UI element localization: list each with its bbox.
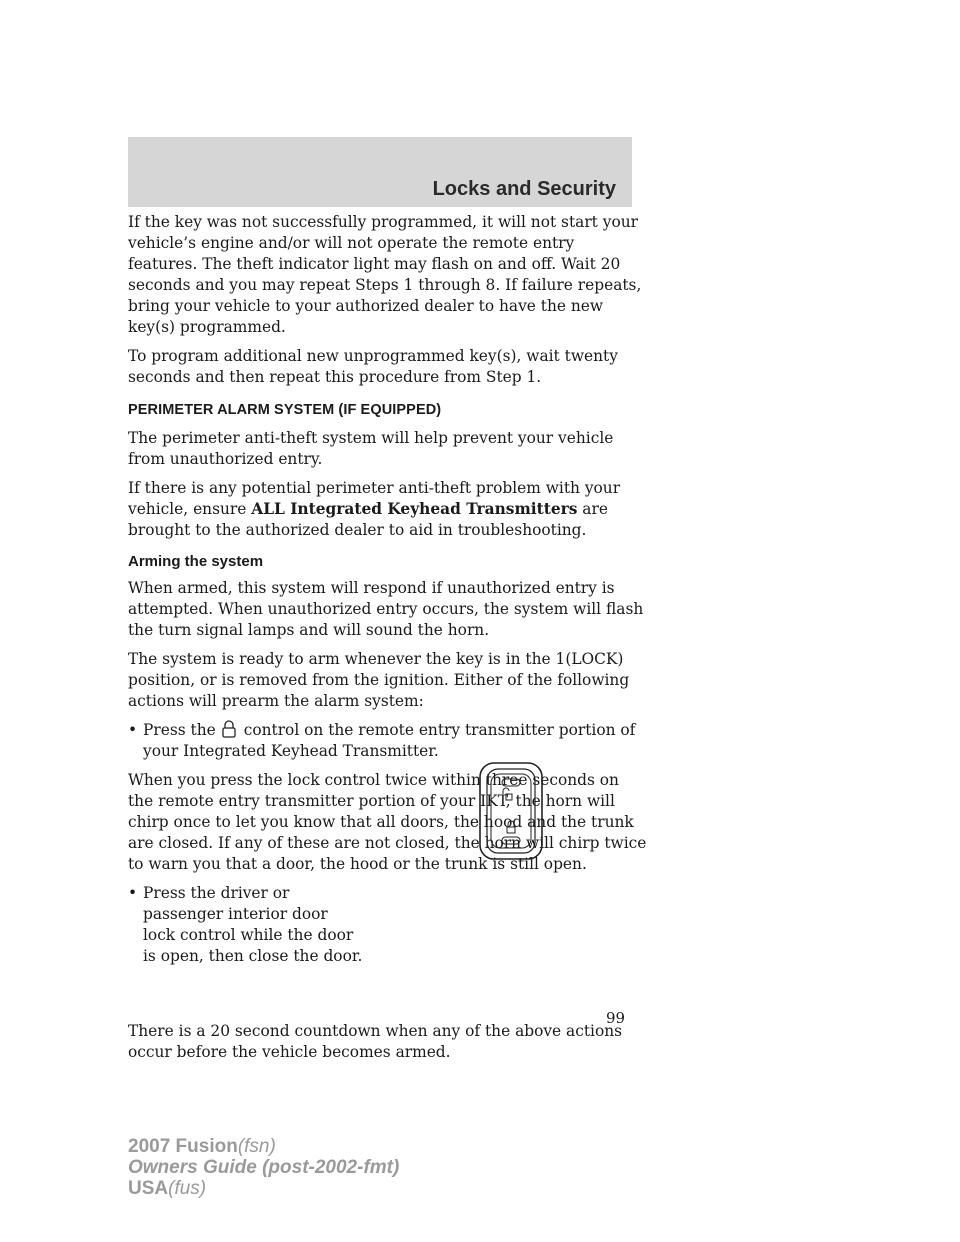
bullet-dot: • bbox=[128, 884, 138, 902]
page-number: 99 bbox=[606, 1009, 626, 1027]
lock-icon bbox=[218, 720, 240, 738]
bold-transmitters: ALL Integrated Keyhead Transmitters bbox=[251, 500, 578, 518]
page-content bbox=[128, 212, 648, 1071]
paragraph-key-not-programmed: If the key was not successfully programmed, it will not start your vehicle’s engine and/or will not operate the remote entry features. The theft indicator light may flash on and off. Wait 20 seconds and you may repeat Steps 1 through 8. If failure repeats, bring your vehicle to your authorized dealer to have the new key(s) programmed. bbox=[128, 213, 642, 336]
paragraph-ready-to-arm: The system is ready to arm whenever the key is in the 1(LOCK) position, or is removed from the ignition. Either of the following actions will prearm the alarm system: bbox=[128, 650, 630, 710]
paragraph-perimeter-intro: The perimeter anti-theft system will help prevent your vehicle from unauthorized entry. bbox=[128, 429, 614, 468]
heading-arming: Arming the system bbox=[128, 553, 264, 570]
document-footer: 2007 Fusion(fsn) Owners Guide (post-2002-fmt) USA(fus) bbox=[128, 1136, 400, 1199]
bullet-dot: • bbox=[128, 721, 138, 739]
door-lock-switch-illustration bbox=[478, 761, 544, 861]
bullet-press-lock-text: Press the control on the remote entry transmitter portion of your Integrated Keyhead Transmitter. bbox=[143, 721, 636, 760]
heading-perimeter-alarm: PERIMETER ALARM SYSTEM (IF EQUIPPED) bbox=[128, 402, 442, 418]
paragraph-troubleshooting: If there is any potential perimeter anti-theft problem with your vehicle, ensure ALL Integrated Keyhead Transmitters are brought to the authorized dealer to aid in troubleshooting. bbox=[128, 479, 621, 539]
paragraph-countdown: There is a 20 second countdown when any of the above actions occur before the vehicle becomes armed. bbox=[128, 1022, 623, 1061]
paragraph-horn-chirp: When you press the lock control twice within three seconds on the remote entry transmitter portion of your IKT, the horn will chirp once to let you know that all doors, the hood and the trunk are closed. If any of these are not closed, the horn will chirp twice to warn you that a door, the hood or the trunk is still open. bbox=[128, 771, 647, 873]
bullet-interior-lock-text: Press the driver or passenger interior door lock control while the door is open, then close the door. bbox=[143, 884, 363, 965]
bullet-interior-lock bbox=[128, 883, 648, 967]
paragraph-armed-response: When armed, this system will respond if unauthorized entry is attempted. When unauthorized entry occurs, the system will flash the turn signal lamps and will sound the horn. bbox=[128, 579, 644, 639]
bullet-press-lock bbox=[128, 720, 648, 762]
section-header-band bbox=[128, 137, 632, 207]
paragraph-additional-keys: To program additional new unprogrammed key(s), wait twenty seconds and then repeat this procedure from Step 1. bbox=[128, 347, 618, 386]
section-title: Locks and Security bbox=[432, 178, 616, 200]
